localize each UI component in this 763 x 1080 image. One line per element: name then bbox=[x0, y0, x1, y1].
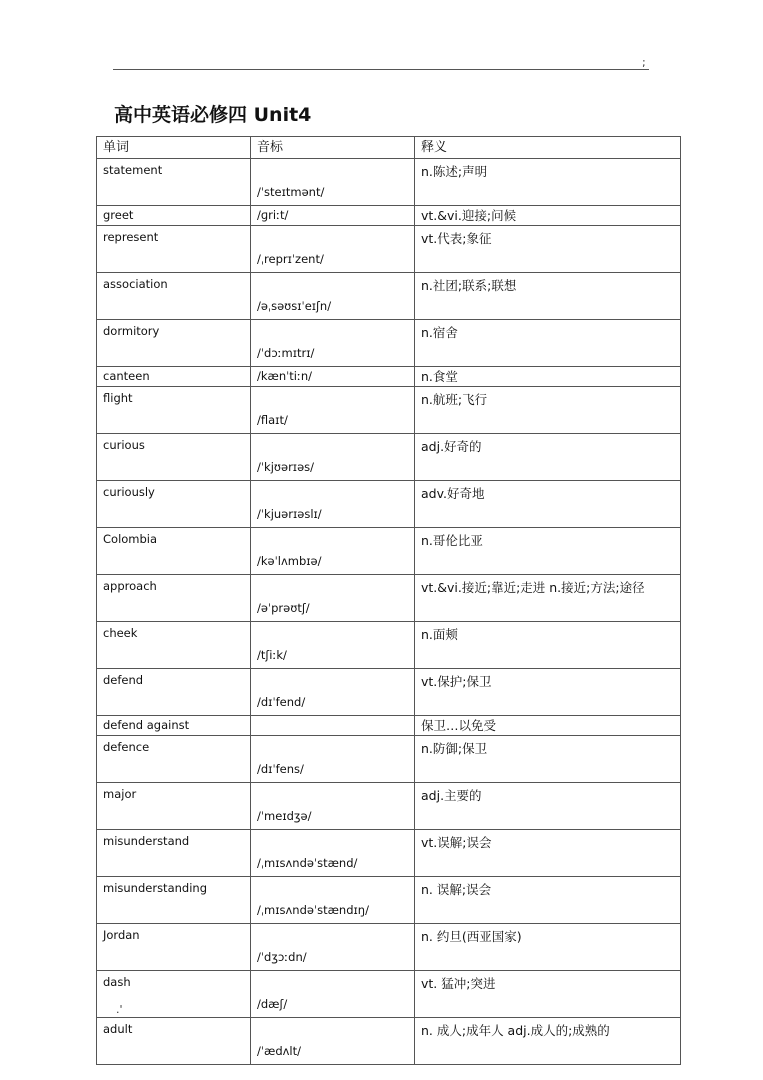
cell-word: Colombia bbox=[97, 528, 251, 575]
cell-phonetic: /flaɪt/ bbox=[251, 387, 415, 434]
cell-phonetic: /kænˈtiːn/ bbox=[251, 367, 415, 387]
cell-phonetic: /ˈdɔːmɪtrɪ/ bbox=[251, 320, 415, 367]
table-row bbox=[97, 924, 681, 971]
table-row bbox=[97, 716, 681, 736]
cell-word: adult bbox=[97, 1018, 251, 1065]
cell-phonetic: /ˌreprɪˈzent/ bbox=[251, 226, 415, 273]
table-row bbox=[97, 226, 681, 273]
cell-phonetic: /əˌsəʊsɪˈeɪʃn/ bbox=[251, 273, 415, 320]
table-row bbox=[97, 481, 681, 528]
cell-phonetic: /ˈædʌlt/ bbox=[251, 1018, 415, 1065]
table-row bbox=[97, 669, 681, 716]
cell-word: canteen bbox=[97, 367, 251, 387]
cell-phonetic: /dɪˈfend/ bbox=[251, 669, 415, 716]
cell-phonetic: /ˈsteɪtmənt/ bbox=[251, 159, 415, 206]
cell-meaning: adv.好奇地 bbox=[415, 481, 681, 528]
column-header-meaning: 释义 bbox=[415, 137, 681, 159]
column-header-phonetic: 音标 bbox=[251, 137, 415, 159]
cell-meaning: adj.主要的 bbox=[415, 783, 681, 830]
cell-phonetic: /ˈkjʊərɪəs/ bbox=[251, 434, 415, 481]
table-row bbox=[97, 622, 681, 669]
table-row bbox=[97, 367, 681, 387]
table-row bbox=[97, 830, 681, 877]
table-row bbox=[97, 159, 681, 206]
cell-phonetic: /ˌmɪsʌndəˈstænd/ bbox=[251, 830, 415, 877]
table-row bbox=[97, 206, 681, 226]
cell-meaning: vt.误解;误会 bbox=[415, 830, 681, 877]
cell-phonetic: /ˌmɪsʌndəˈstændɪŋ/ bbox=[251, 877, 415, 924]
table-row bbox=[97, 387, 681, 434]
cell-meaning: adj.好奇的 bbox=[415, 434, 681, 481]
cell-word: defence bbox=[97, 736, 251, 783]
table-header-row bbox=[97, 137, 681, 159]
cell-phonetic bbox=[251, 716, 415, 736]
header-rule bbox=[113, 69, 649, 70]
table-row bbox=[97, 783, 681, 830]
cell-word: dash bbox=[97, 971, 251, 1018]
cell-phonetic: /əˈprəʊtʃ/ bbox=[251, 575, 415, 622]
table-row bbox=[97, 877, 681, 924]
cell-phonetic: /ˈkjuərɪəslɪ/ bbox=[251, 481, 415, 528]
cell-word: dormitory bbox=[97, 320, 251, 367]
header-mark: ; bbox=[642, 56, 646, 69]
cell-meaning: n.社团;联系;联想 bbox=[415, 273, 681, 320]
table-row bbox=[97, 971, 681, 1018]
table-row bbox=[97, 273, 681, 320]
cell-meaning: vt.&vi.迎接;问候 bbox=[415, 206, 681, 226]
cell-meaning: 保卫…以免受 bbox=[415, 716, 681, 736]
cell-word: represent bbox=[97, 226, 251, 273]
table-row bbox=[97, 736, 681, 783]
cell-word: curiously bbox=[97, 481, 251, 528]
table-row bbox=[97, 528, 681, 575]
table-row bbox=[97, 1018, 681, 1065]
cell-meaning: vt.代表;象征 bbox=[415, 226, 681, 273]
cell-meaning: n.航班;飞行 bbox=[415, 387, 681, 434]
cell-word: approach bbox=[97, 575, 251, 622]
table-row bbox=[97, 434, 681, 481]
cell-word: curious bbox=[97, 434, 251, 481]
cell-word: defend against bbox=[97, 716, 251, 736]
cell-meaning: n.食堂 bbox=[415, 367, 681, 387]
cell-word: association bbox=[97, 273, 251, 320]
cell-phonetic: /dɪˈfens/ bbox=[251, 736, 415, 783]
cell-meaning: vt. 猛冲;突进 bbox=[415, 971, 681, 1018]
cell-meaning: n. 约旦(西亚国家) bbox=[415, 924, 681, 971]
cell-meaning: n.面颊 bbox=[415, 622, 681, 669]
column-header-word: 单词 bbox=[97, 137, 251, 159]
cell-word: major bbox=[97, 783, 251, 830]
footer-mark: .' bbox=[116, 1003, 123, 1016]
cell-word: misunderstanding bbox=[97, 877, 251, 924]
cell-word: defend bbox=[97, 669, 251, 716]
cell-phonetic: /ˈmeɪdʒə/ bbox=[251, 783, 415, 830]
page-title: 高中英语必修四 Unit4 bbox=[114, 104, 312, 126]
cell-word: misunderstand bbox=[97, 830, 251, 877]
cell-meaning: n.宿舍 bbox=[415, 320, 681, 367]
cell-word: Jordan bbox=[97, 924, 251, 971]
cell-phonetic: /tʃiːk/ bbox=[251, 622, 415, 669]
cell-meaning: n.哥伦比亚 bbox=[415, 528, 681, 575]
cell-phonetic: /ɡriːt/ bbox=[251, 206, 415, 226]
cell-meaning: n. 成人;成年人 adj.成人的;成熟的 bbox=[415, 1018, 681, 1065]
cell-meaning: n. 误解;误会 bbox=[415, 877, 681, 924]
cell-word: cheek bbox=[97, 622, 251, 669]
cell-phonetic: /dæʃ/ bbox=[251, 971, 415, 1018]
cell-word: flight bbox=[97, 387, 251, 434]
cell-word: greet bbox=[97, 206, 251, 226]
cell-word: statement bbox=[97, 159, 251, 206]
cell-meaning: vt.&vi.接近;靠近;走进 n.接近;方法;途径 bbox=[415, 575, 681, 622]
cell-phonetic: /kəˈlʌmbɪə/ bbox=[251, 528, 415, 575]
cell-meaning: vt.保护;保卫 bbox=[415, 669, 681, 716]
cell-meaning: n.防御;保卫 bbox=[415, 736, 681, 783]
table-row bbox=[97, 575, 681, 622]
cell-meaning: n.陈述;声明 bbox=[415, 159, 681, 206]
table-row bbox=[97, 320, 681, 367]
cell-phonetic: /ˈdʒɔːdn/ bbox=[251, 924, 415, 971]
vocabulary-table bbox=[96, 136, 681, 1065]
